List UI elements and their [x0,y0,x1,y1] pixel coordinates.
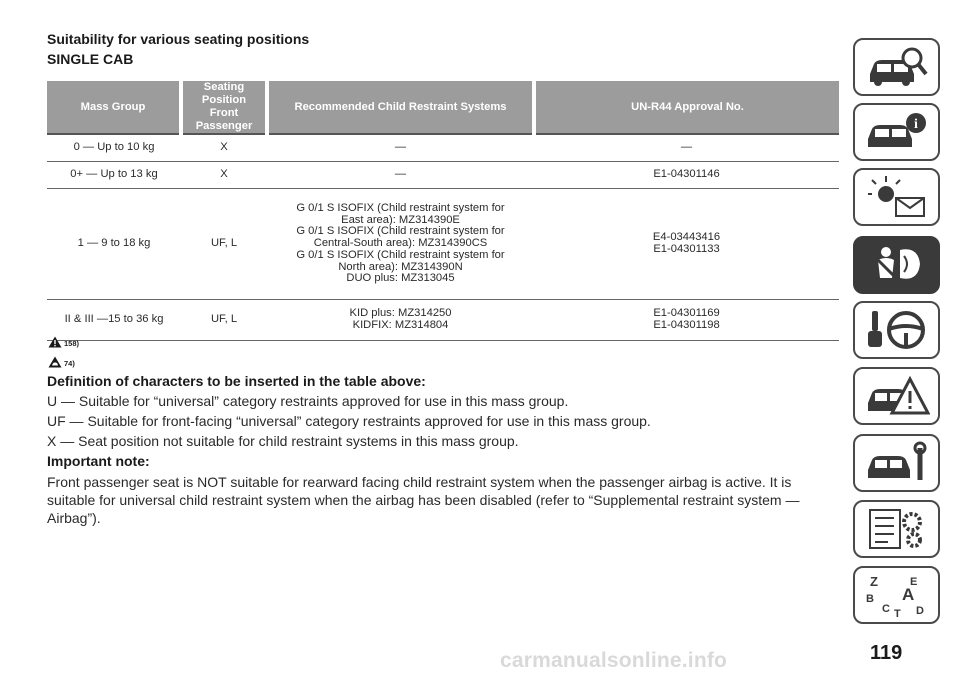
tab-maintenance[interactable] [853,434,940,492]
cell-systems: G 0/1 S ISOFIX (Child restraint system for East area): MZ314390E G 0/1 S ISOFIX (Child restraint system for Central-South area): MZ314390CS G 0/1 S ISOFIX (Child restraint system for North area): MZ314390N DUO plus: MZ313045 [267,189,534,300]
cell-seat: UF, L [181,300,267,341]
warning-triangle-icon [48,336,62,348]
table-row [47,134,839,162]
cell-systems: — [267,162,534,189]
svg-text:T: T [893,608,901,618]
cell-seat: X [181,134,267,162]
car-magnifier-icon [864,44,930,90]
definition-x: X — Seat position not suitable for child restraint systems in this mass group. [47,433,519,449]
section-subtitle: SINGLE CAB [47,51,134,67]
cell-approval: E1-04301169 E1-04301198 [534,300,839,341]
svg-text:C: C [881,603,890,615]
alphabet-index-icon [864,572,930,618]
cell-systems: — [267,134,534,162]
tab-index[interactable] [853,566,940,624]
table-row [47,189,839,300]
svg-text:A: A [901,585,914,604]
cell-seat: X [181,162,267,189]
section-title: Suitability for various seating positions [47,31,310,47]
cell-approval: — [534,134,839,162]
important-note-text: Front passenger seat is NOT suitable for rearward facing child restraint system when the passenger airbag is active. It is suitable for universal child restraint system when the airbag has been disabled (refer to “Supplemental restraint system — Airbag”). [47,474,800,526]
cell-approval: E4-03443416 E1-04301133 [534,189,839,300]
cell-mass: 0+ — Up to 13 kg [47,162,181,189]
header-recommended-systems: Recommended Child Restraint Systems [267,81,534,134]
definition-uf: UF — Suitable for front-facing “universal” category restraints approved for use in this mass group. [47,413,651,429]
cell-mass: II & III —15 to 36 kg [47,300,181,341]
tab-emergency[interactable] [853,367,940,425]
svg-text:D: D [915,605,924,617]
definition-u: U — Suitable for “universal” category restraints approved for use in this mass group. [47,393,569,409]
tab-safety[interactable] [853,236,940,294]
svg-text:i: i [913,117,918,132]
warning-ref-74[interactable]: 74) [48,356,75,368]
warning-ref-158[interactable]: 158) [48,336,79,348]
cell-systems: KID plus: MZ314250 KIDFIX: MZ314804 [267,300,534,341]
tab-technical-specs[interactable] [853,500,940,558]
page-number: 119 [870,642,903,664]
header-seating-position: Seating Position Front Passenger [181,81,267,134]
car-wrench-icon [864,440,930,486]
svg-text:B: B [865,593,874,605]
warning-light-envelope-icon [864,174,930,220]
car-warning-triangle-icon [864,373,930,419]
table-row [47,162,839,189]
watermark: carmanualsonline.info [500,649,728,672]
table-row [47,300,839,341]
cell-approval: E1-04301146 [534,162,839,189]
seating-table [47,81,839,341]
checklist-gears-icon [864,506,930,552]
header-mass-group: Mass Group [47,81,181,134]
seatbelt-airbag-icon [864,242,930,288]
tab-warning-lights[interactable] [853,168,940,226]
cell-seat: UF, L [181,189,267,300]
car-info-icon [864,109,930,155]
header-approval-no: UN-R44 Approval No. [534,81,839,134]
important-note-title: Important note: [47,453,150,469]
svg-text:E: E [909,576,917,588]
tab-vehicle-info[interactable] [853,103,940,161]
definitions-title: Definition of characters to be inserted in the table above: [47,373,426,389]
tab-knowing-vehicle[interactable] [853,38,940,96]
caution-hand-icon [48,356,62,368]
key-steering-wheel-icon [864,307,930,353]
table-header-row [47,81,839,134]
cell-mass: 1 — 9 to 18 kg [47,189,181,300]
cell-mass: 0 — Up to 10 kg [47,134,181,162]
tab-starting-driving[interactable] [853,301,940,359]
svg-text:Z: Z [869,574,878,589]
